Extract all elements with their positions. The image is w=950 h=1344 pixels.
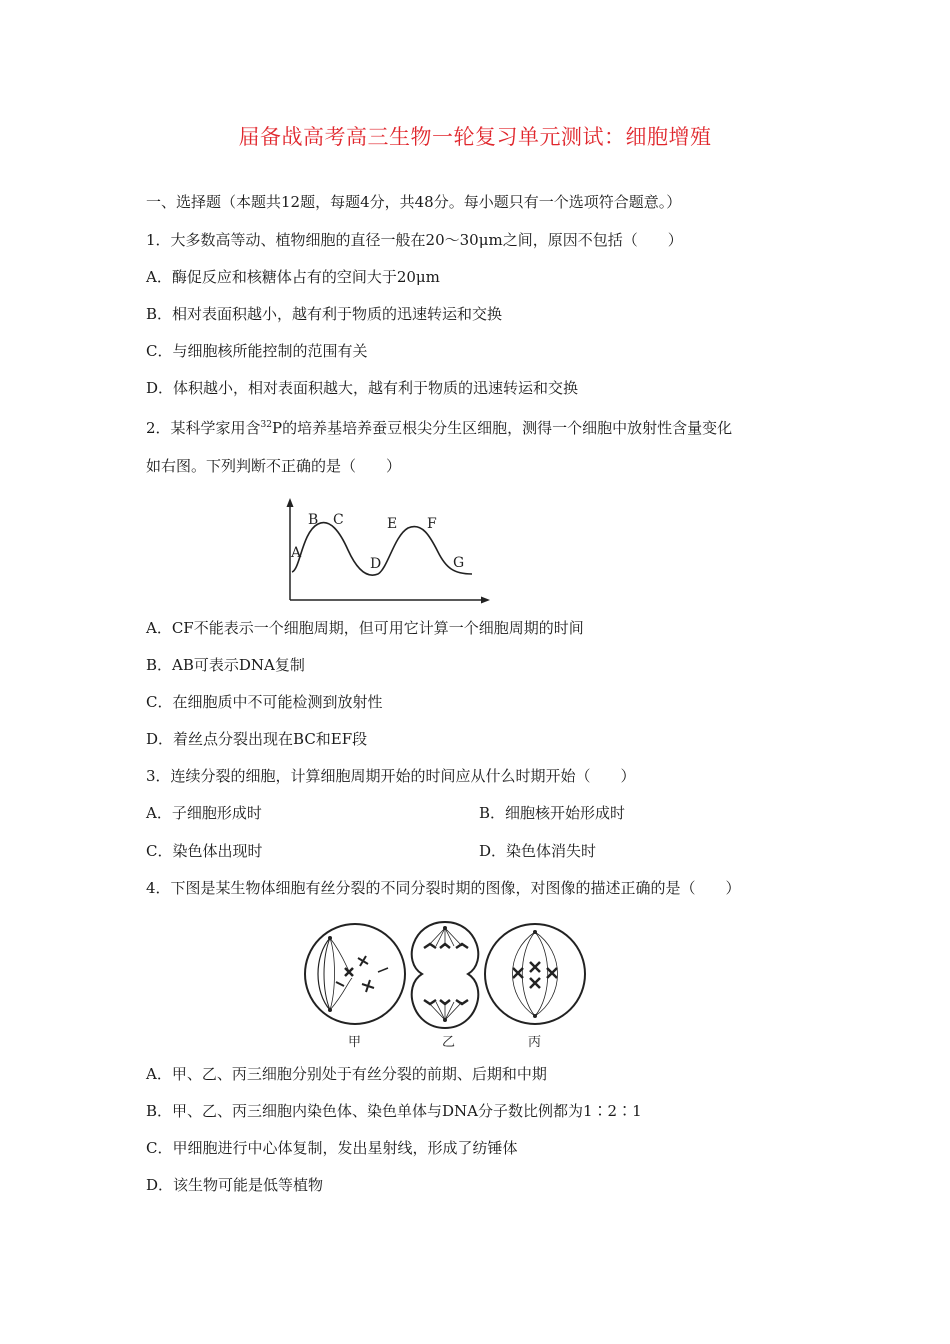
- question-3-option-b: B．细胞核开始形成时: [479, 804, 626, 822]
- curve-label-a: A: [291, 545, 302, 561]
- question-2-option-a: A．CF不能表示一个细胞周期，但可用它计算一个细胞周期的时间: [146, 619, 584, 637]
- question-4-option-a: A．甲、乙、丙三细胞分别处于有丝分裂的前期、后期和中期: [146, 1065, 547, 1083]
- y-axis-arrow: [287, 498, 294, 507]
- isotope-superscript: 32: [260, 420, 272, 430]
- question-1-stem: 1．大多数高等动、植物细胞的直径一般在20～30μm之间，原因不包括（ ）: [146, 231, 683, 249]
- curve-label-f: F: [427, 516, 437, 532]
- question-3-option-c: C．染色体出现时: [146, 842, 263, 860]
- cell-label-jia: 甲: [348, 1035, 362, 1050]
- question-2-stem: [146, 415, 732, 438]
- curve-label-c: C: [333, 512, 344, 528]
- radioactivity-curve: [292, 523, 472, 576]
- question-3-stem: 3．连续分裂的细胞，计算细胞周期开始的时间应从什么时期开始（ ）: [146, 767, 636, 785]
- curve-label-b: B: [308, 512, 319, 528]
- curve-label-d: D: [370, 556, 382, 572]
- radioactivity-curve-figure: [280, 496, 495, 606]
- question-2-stem-post: P的培养基培养蚕豆根尖分生区细胞，测得一个细胞中放射性含量变化: [272, 419, 733, 437]
- question-3-option-a: A．子细胞形成时: [146, 804, 262, 822]
- question-4-option-c: C．甲细胞进行中心体复制，发出星射线，形成了纺锤体: [146, 1139, 518, 1157]
- page-title: 届备战高考高三生物一轮复习单元测试：细胞增殖: [238, 125, 712, 149]
- question-4-option-b: B．甲、乙、丙三细胞内染色体、染色单体与DNA分子数比例都为1∶2∶1: [146, 1102, 642, 1120]
- cell-jia: [305, 924, 405, 1024]
- question-2-stem-pre: 2．某科学家用含: [146, 419, 261, 437]
- cell-yi: [412, 922, 479, 1028]
- curve-label-g: G: [453, 555, 465, 571]
- question-2-option-d: D．着丝点分裂出现在BC和EF段: [146, 730, 368, 748]
- question-2-stem-line2: 如右图。下列判断不正确的是（ ）: [146, 457, 402, 475]
- question-3-option-d: D．染色体消失时: [479, 842, 597, 860]
- question-2-option-c: C．在细胞质中不可能检测到放射性: [146, 693, 383, 711]
- question-1-option-c: C．与细胞核所能控制的范围有关: [146, 342, 368, 360]
- question-4-stem: 4．下图是某生物体细胞有丝分裂的不同分裂时期的图像，对图像的描述正确的是（ ）: [146, 879, 741, 897]
- question-2-option-b: B．AB可表示DNA复制: [146, 656, 305, 674]
- mitosis-cells-figure: [300, 912, 590, 1052]
- cell-bing: [485, 924, 585, 1024]
- question-4-option-d: D．该生物可能是低等植物: [146, 1176, 324, 1194]
- question-1-option-b: B．相对表面积越小，越有利于物质的迅速转运和交换: [146, 305, 503, 323]
- section-heading: 一、选择题（本题共12题，每题4分，共48分。每小题只有一个选项符合题意。）: [146, 193, 682, 211]
- question-1-option-d: D．体积越小，相对表面积越大，越有利于物质的迅速转运和交换: [146, 379, 579, 397]
- cell-label-bing: 丙: [528, 1035, 542, 1050]
- cell-label-yi: 乙: [442, 1035, 456, 1050]
- question-1-option-a: A．酶促反应和核糖体占有的空间大于20μm: [146, 268, 440, 286]
- curve-label-e: E: [387, 516, 398, 532]
- x-axis-arrow: [481, 597, 490, 604]
